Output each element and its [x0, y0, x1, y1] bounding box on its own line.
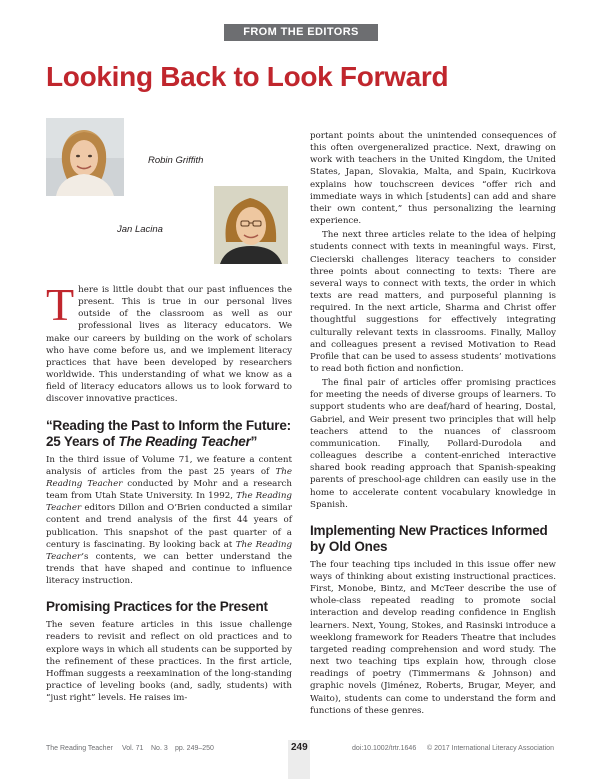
- author-photo-robin-griffith: [46, 118, 124, 196]
- intro-paragraph: There is little doubt that our past influences the present. This is true in our personal lives outside of the classroom as well as our professional lives as literacy educators. We make our careers by building on the work of scholars who have come before us, and we implement literacy practices that have been developed by researchers worldwide. This understanding of what we know as a field of literacy educators allows us to look forward to discover innovative practices.: [46, 279, 292, 405]
- footer-pages: pp. 249–250: [175, 745, 214, 752]
- heading-implementing-new-practices: Implementing New Practices Informed by Old Ones: [310, 522, 548, 554]
- author-photo-jan-lacina: [214, 186, 288, 264]
- paragraph: The four teaching tips included in this issue offer new ways of thinking about existing instructional practices. First, Monobe, Bintz, and McTeer describe the use of whole-class repeated reading to promote social interaction and develop reading confidence in English learners. Next, Young, Stokes, and Rasinski introduce a weeklong framework for Readers Theatre that includes targeted reading comprehension and word study. The next two teaching tips explain how, through close readings of poetry (Timmermans & Johnson) and graphic novels (Jiménez, Roberts, Brugar, Meyer, and Waito), students can come to understand the form and functions of these genres.: [310, 559, 556, 716]
- column-left: [46, 279, 292, 706]
- author-name-robin-griffith: Robin Griffith: [148, 155, 204, 166]
- footer-journal: The Reading Teacher: [46, 745, 113, 752]
- footer-copyright: © 2017 International Literacy Association: [427, 745, 554, 752]
- paragraph: The final pair of articles offer promising practices for meeting the needs of diverse groups of learners. To support students who are deaf/hard of hearing, Dostal, Gabriel, and Weir present two principles that will help teachers attend to the nuances of classroom communication. Finally, Pollard-Durodola and colleagues describe a content-enriched interactive shared book reading approach that Spanish-speaking parents of preschool-age children can easily use in the home to accelerate content vocabulary knowledge in Spanish.: [310, 378, 556, 510]
- column-right: [310, 130, 556, 719]
- footer-doi: doi:10.1002/trtr.1646: [352, 745, 417, 752]
- page-number: 249: [291, 742, 308, 753]
- article-title: Looking Back to Look Forward: [46, 61, 449, 92]
- heading-reading-the-past: “Reading the Past to Inform the Future: 25 Years of The Reading Teacher”: [46, 417, 291, 449]
- paragraph: In the third issue of Volume 71, we feature a content analysis of articles from the past 25 years of The Reading Teacher conducted by Mohr and a research team from Utah State University. In 1992, The Reading Teacher editors Dillon and O’Brien conducted a similar content and trend analysis of the first 44 years of publication. This snapshot of the past quarter of a century is fascinating. By looking back at The Reading Teacher’s contents, we can better understand the trends that have shaped and continue to influence literacy instruction.: [46, 454, 292, 587]
- paragraph: The next three articles relate to the idea of helping students connect with texts in meaningful ways. First, Ciecierski challenges literacy teachers to consider three points about connecting to texts: There are several ways to connect with texts, the order in which texts are read matters, and purposeful planning is required. In the next article, Sharma and Christ offer thoughtful suggestions for effectively integrating culturally relevant texts in classrooms. Finally, Malloy and colleagues present a revised Motivation to Read Profile that can be used to assess students’ motivations to read both fiction and nonfiction.: [310, 230, 556, 374]
- author-name-jan-lacina: Jan Lacina: [117, 224, 163, 235]
- drop-cap: T: [46, 279, 75, 330]
- paragraph: portant points about the unintended consequences of this often overgeneralized practice. Next, drawing on work with teachers in the United Kingdom, the United States, Japan, Slovakia, Malta, and Spain, Kucirkova explains how touchscreen devices “offer rich and immediate ways in which [students] can add and share their own content,” thus personalizing the learning experience.: [310, 131, 556, 227]
- paragraph: The seven feature articles in this issue challenge readers to revisit and reflect on old practices and to explore ways in which all students can be supported by the refinement of these practices. In the first article, Hoffman suggests a reexamination of the long-standing practice of leveling books (and, sadly, students) with “just right” levels. He raises im-: [46, 620, 292, 704]
- heading-promising-practices: Promising Practices for the Present: [46, 599, 268, 615]
- footer-volume: Vol. 71: [122, 745, 144, 752]
- section-banner: FROM THE EDITORS: [224, 24, 378, 41]
- footer-issue: No. 3: [151, 745, 168, 752]
